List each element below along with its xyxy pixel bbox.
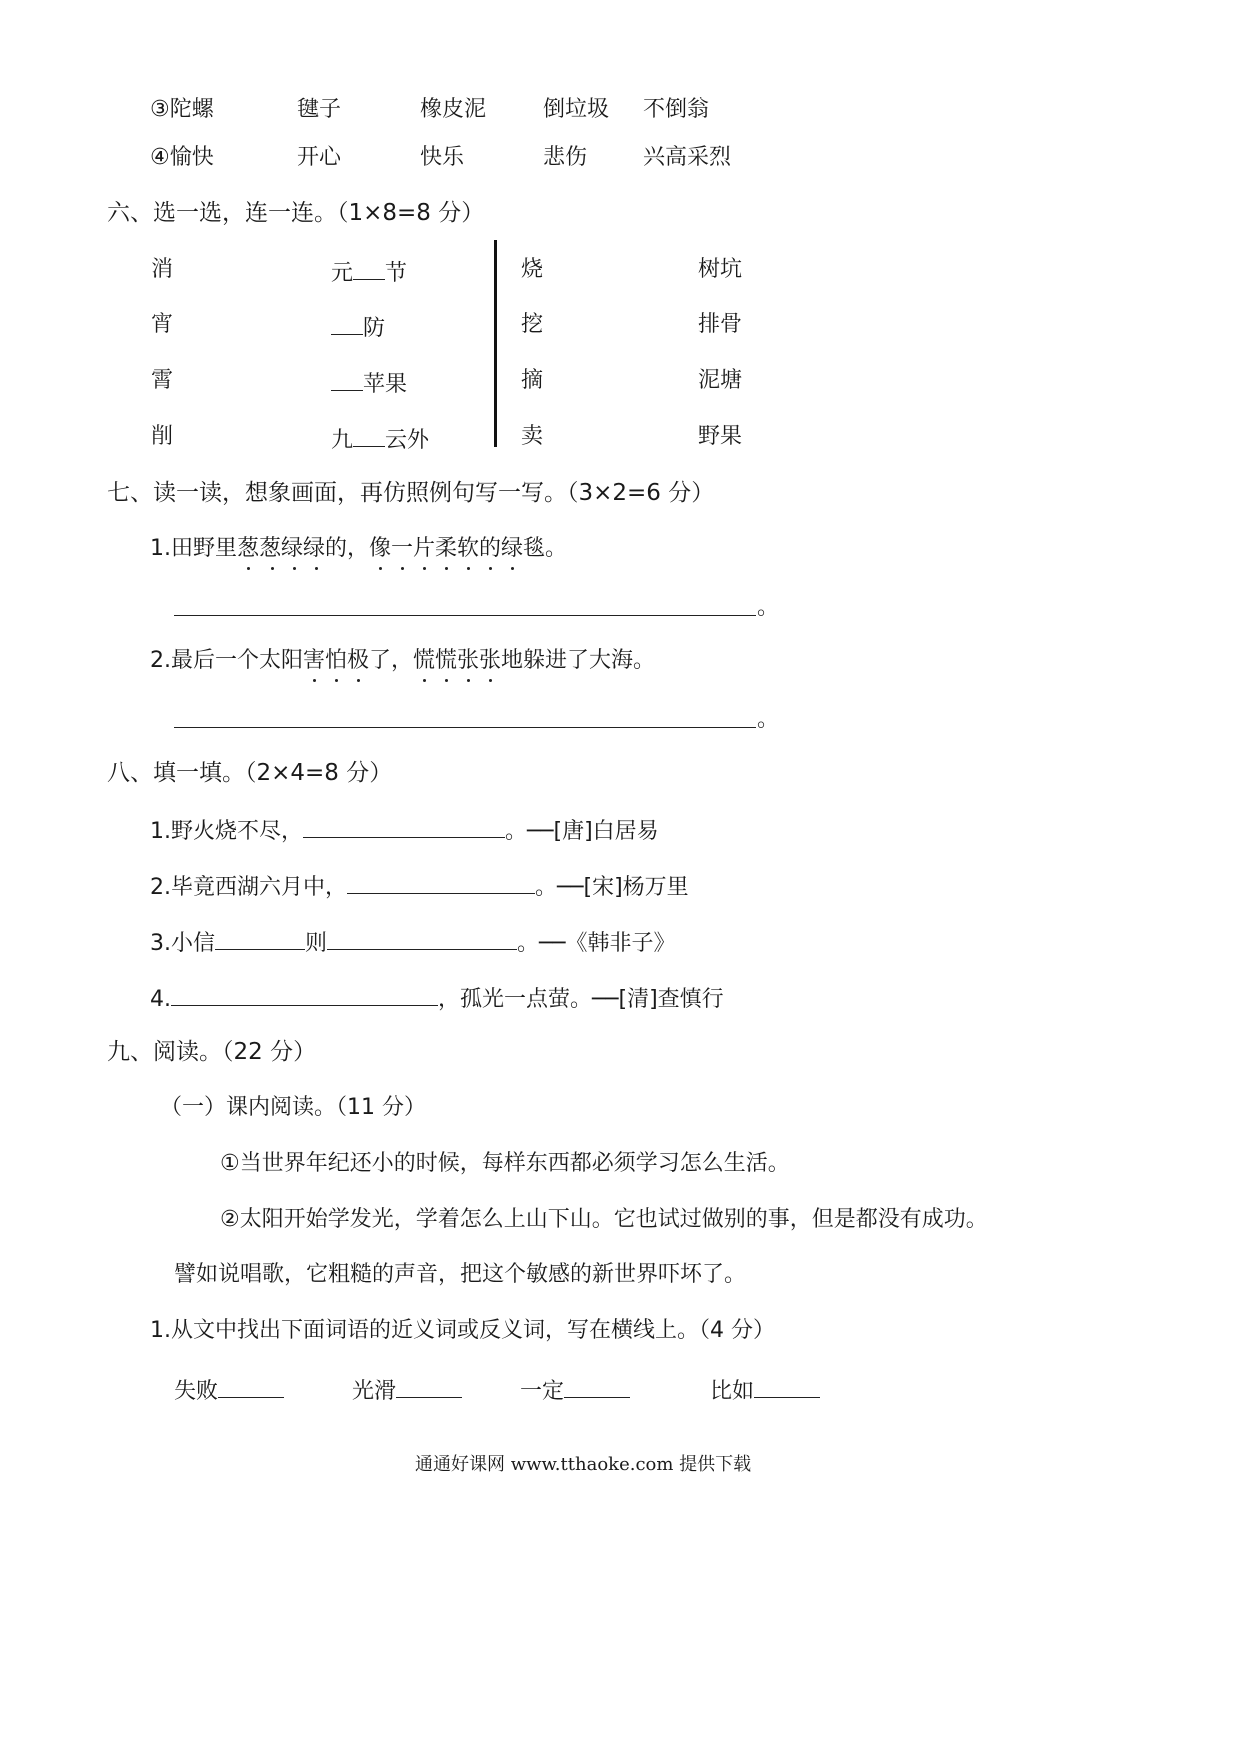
answer-blank[interactable] — [754, 1377, 820, 1398]
answer-blank[interactable] — [353, 426, 385, 447]
sentence-text: 绿毯。 — [501, 536, 568, 561]
word-blank-item — [520, 1377, 630, 1403]
word-blank-item — [174, 1377, 284, 1403]
word-blank-item — [352, 1377, 462, 1403]
section7-heading: 七、读一读，想象画面，再仿照例句写一写。（3×2=6 分） — [107, 480, 715, 506]
poem-question-3 — [150, 929, 676, 955]
answer-blank[interactable] — [303, 817, 505, 838]
period-mark: 。 — [757, 707, 780, 732]
question-text: 。──《韩非子》 — [517, 931, 676, 956]
period-mark: 。 — [757, 595, 780, 620]
word-label: 比如 — [710, 1379, 755, 1404]
word-label: 光滑 — [352, 1379, 397, 1404]
verb-item: 摘 — [521, 368, 544, 393]
word-label: 一定 — [520, 1379, 565, 1404]
poem-question-4 — [150, 985, 724, 1011]
word-cell: 倒垃圾 — [543, 97, 610, 122]
word-cell: 毽子 — [297, 97, 342, 122]
answer-line[interactable] — [174, 615, 756, 616]
phrase-item — [331, 314, 385, 340]
phrase-item — [331, 259, 407, 285]
question-text: 。──[唐]白居易 — [505, 819, 659, 844]
answer-blank[interactable] — [218, 1377, 284, 1398]
answer-blank[interactable] — [396, 1377, 462, 1398]
reading-question-1: 1.从文中找出下面词语的近义词或反义词，写在横线上。（4 分） — [150, 1318, 775, 1343]
phrase-after: 苹果 — [363, 372, 408, 397]
emphasis-text: 害怕极 — [303, 648, 370, 673]
example-sentence-2 — [150, 650, 655, 672]
answer-blank[interactable] — [171, 985, 438, 1006]
emphasis-text: 葱葱绿绿 — [237, 536, 326, 561]
emphasis-text: 慌慌张张 — [413, 648, 502, 673]
sentence-text: 1.田野里 — [150, 536, 237, 561]
choice-char: 削 — [151, 424, 174, 449]
phrase-after: 云外 — [385, 428, 430, 453]
noun-item: 树坑 — [698, 257, 743, 282]
question-text: ，孤光一点萤。──[清]查慎行 — [438, 987, 724, 1012]
poem-question-2 — [150, 873, 689, 899]
word-label: 失败 — [174, 1379, 219, 1404]
noun-item: 排骨 — [698, 312, 743, 337]
question-text: 1.野火烧不尽， — [150, 819, 303, 844]
reading-paragraph-1: ①当世界年纪还小的时候，每样东西都必须学习怎么生活。 — [220, 1151, 790, 1176]
phrase-after: 节 — [385, 261, 408, 286]
sentence-text: 地躲进了大海。 — [501, 648, 656, 673]
answer-blank[interactable] — [331, 314, 363, 335]
noun-item: 泥塘 — [698, 368, 743, 393]
dotted-emphasis — [303, 648, 369, 673]
sentence-text: 了， — [369, 648, 414, 673]
poem-question-1 — [150, 817, 659, 843]
noun-item: 野果 — [698, 424, 743, 449]
verb-item: 挖 — [521, 312, 544, 337]
question-text: 2.毕竟西湖六月中， — [150, 875, 347, 900]
dotted-emphasis — [237, 536, 325, 561]
answer-blank[interactable] — [331, 370, 363, 391]
section8-heading: 八、填一填。（2×4=8 分） — [107, 760, 393, 786]
word-cell: 悲伤 — [543, 145, 588, 170]
word-cell: 不倒翁 — [643, 97, 710, 122]
word-cell: 兴高采烈 — [643, 145, 732, 170]
answer-blank[interactable] — [215, 929, 305, 950]
word-cell: ③陀螺 — [150, 97, 214, 122]
word-cell: 开心 — [297, 145, 342, 170]
choice-char: 消 — [151, 257, 174, 282]
word-cell: 快乐 — [420, 145, 465, 170]
reading-paragraph-2-cont: 譬如说唱歌，它粗糙的声音，把这个敏感的新世界吓坏了。 — [174, 1262, 747, 1287]
question-text: 3.小信 — [150, 931, 215, 956]
phrase-before: 九 — [331, 428, 354, 453]
column-divider — [494, 240, 497, 447]
phrase-before: 元 — [331, 261, 354, 286]
answer-line[interactable] — [174, 727, 756, 728]
word-cell: ④愉快 — [150, 145, 214, 170]
sentence-text: 2.最后一个太阳 — [150, 648, 303, 673]
answer-blank[interactable] — [347, 873, 535, 894]
answer-blank[interactable] — [327, 929, 517, 950]
dotted-emphasis — [369, 536, 501, 561]
answer-blank[interactable] — [564, 1377, 630, 1398]
footer-note: 通通好课网 www.tthaoke.com 提供下载 — [415, 1454, 752, 1475]
answer-blank[interactable] — [353, 259, 385, 280]
section9-heading: 九、阅读。（22 分） — [107, 1039, 317, 1065]
sub-heading: （一）课内阅读。（11 分） — [160, 1095, 426, 1120]
verb-item: 烧 — [521, 257, 544, 282]
choice-char: 霄 — [151, 368, 174, 393]
dotted-emphasis — [413, 648, 501, 673]
sentence-text: 的， — [325, 536, 370, 561]
verb-item: 卖 — [521, 424, 544, 449]
phrase-after: 防 — [363, 316, 386, 341]
section6-heading: 六、选一选，连一连。（1×8=8 分） — [107, 200, 485, 226]
phrase-item — [331, 426, 429, 452]
emphasis-text: 像一片柔软的 — [369, 536, 502, 561]
reading-paragraph-2: ②太阳开始学发光，学着怎么上山下山。它也试过做别的事，但是都没有成功。 — [220, 1207, 988, 1232]
question-text: 。──[宋]杨万里 — [535, 875, 689, 900]
question-text: 4. — [150, 987, 171, 1012]
word-blank-item — [710, 1377, 820, 1403]
word-cell: 橡皮泥 — [420, 97, 487, 122]
question-text: 则 — [305, 931, 328, 956]
phrase-item — [331, 370, 407, 396]
choice-char: 宵 — [151, 312, 174, 337]
example-sentence-1 — [150, 538, 567, 560]
